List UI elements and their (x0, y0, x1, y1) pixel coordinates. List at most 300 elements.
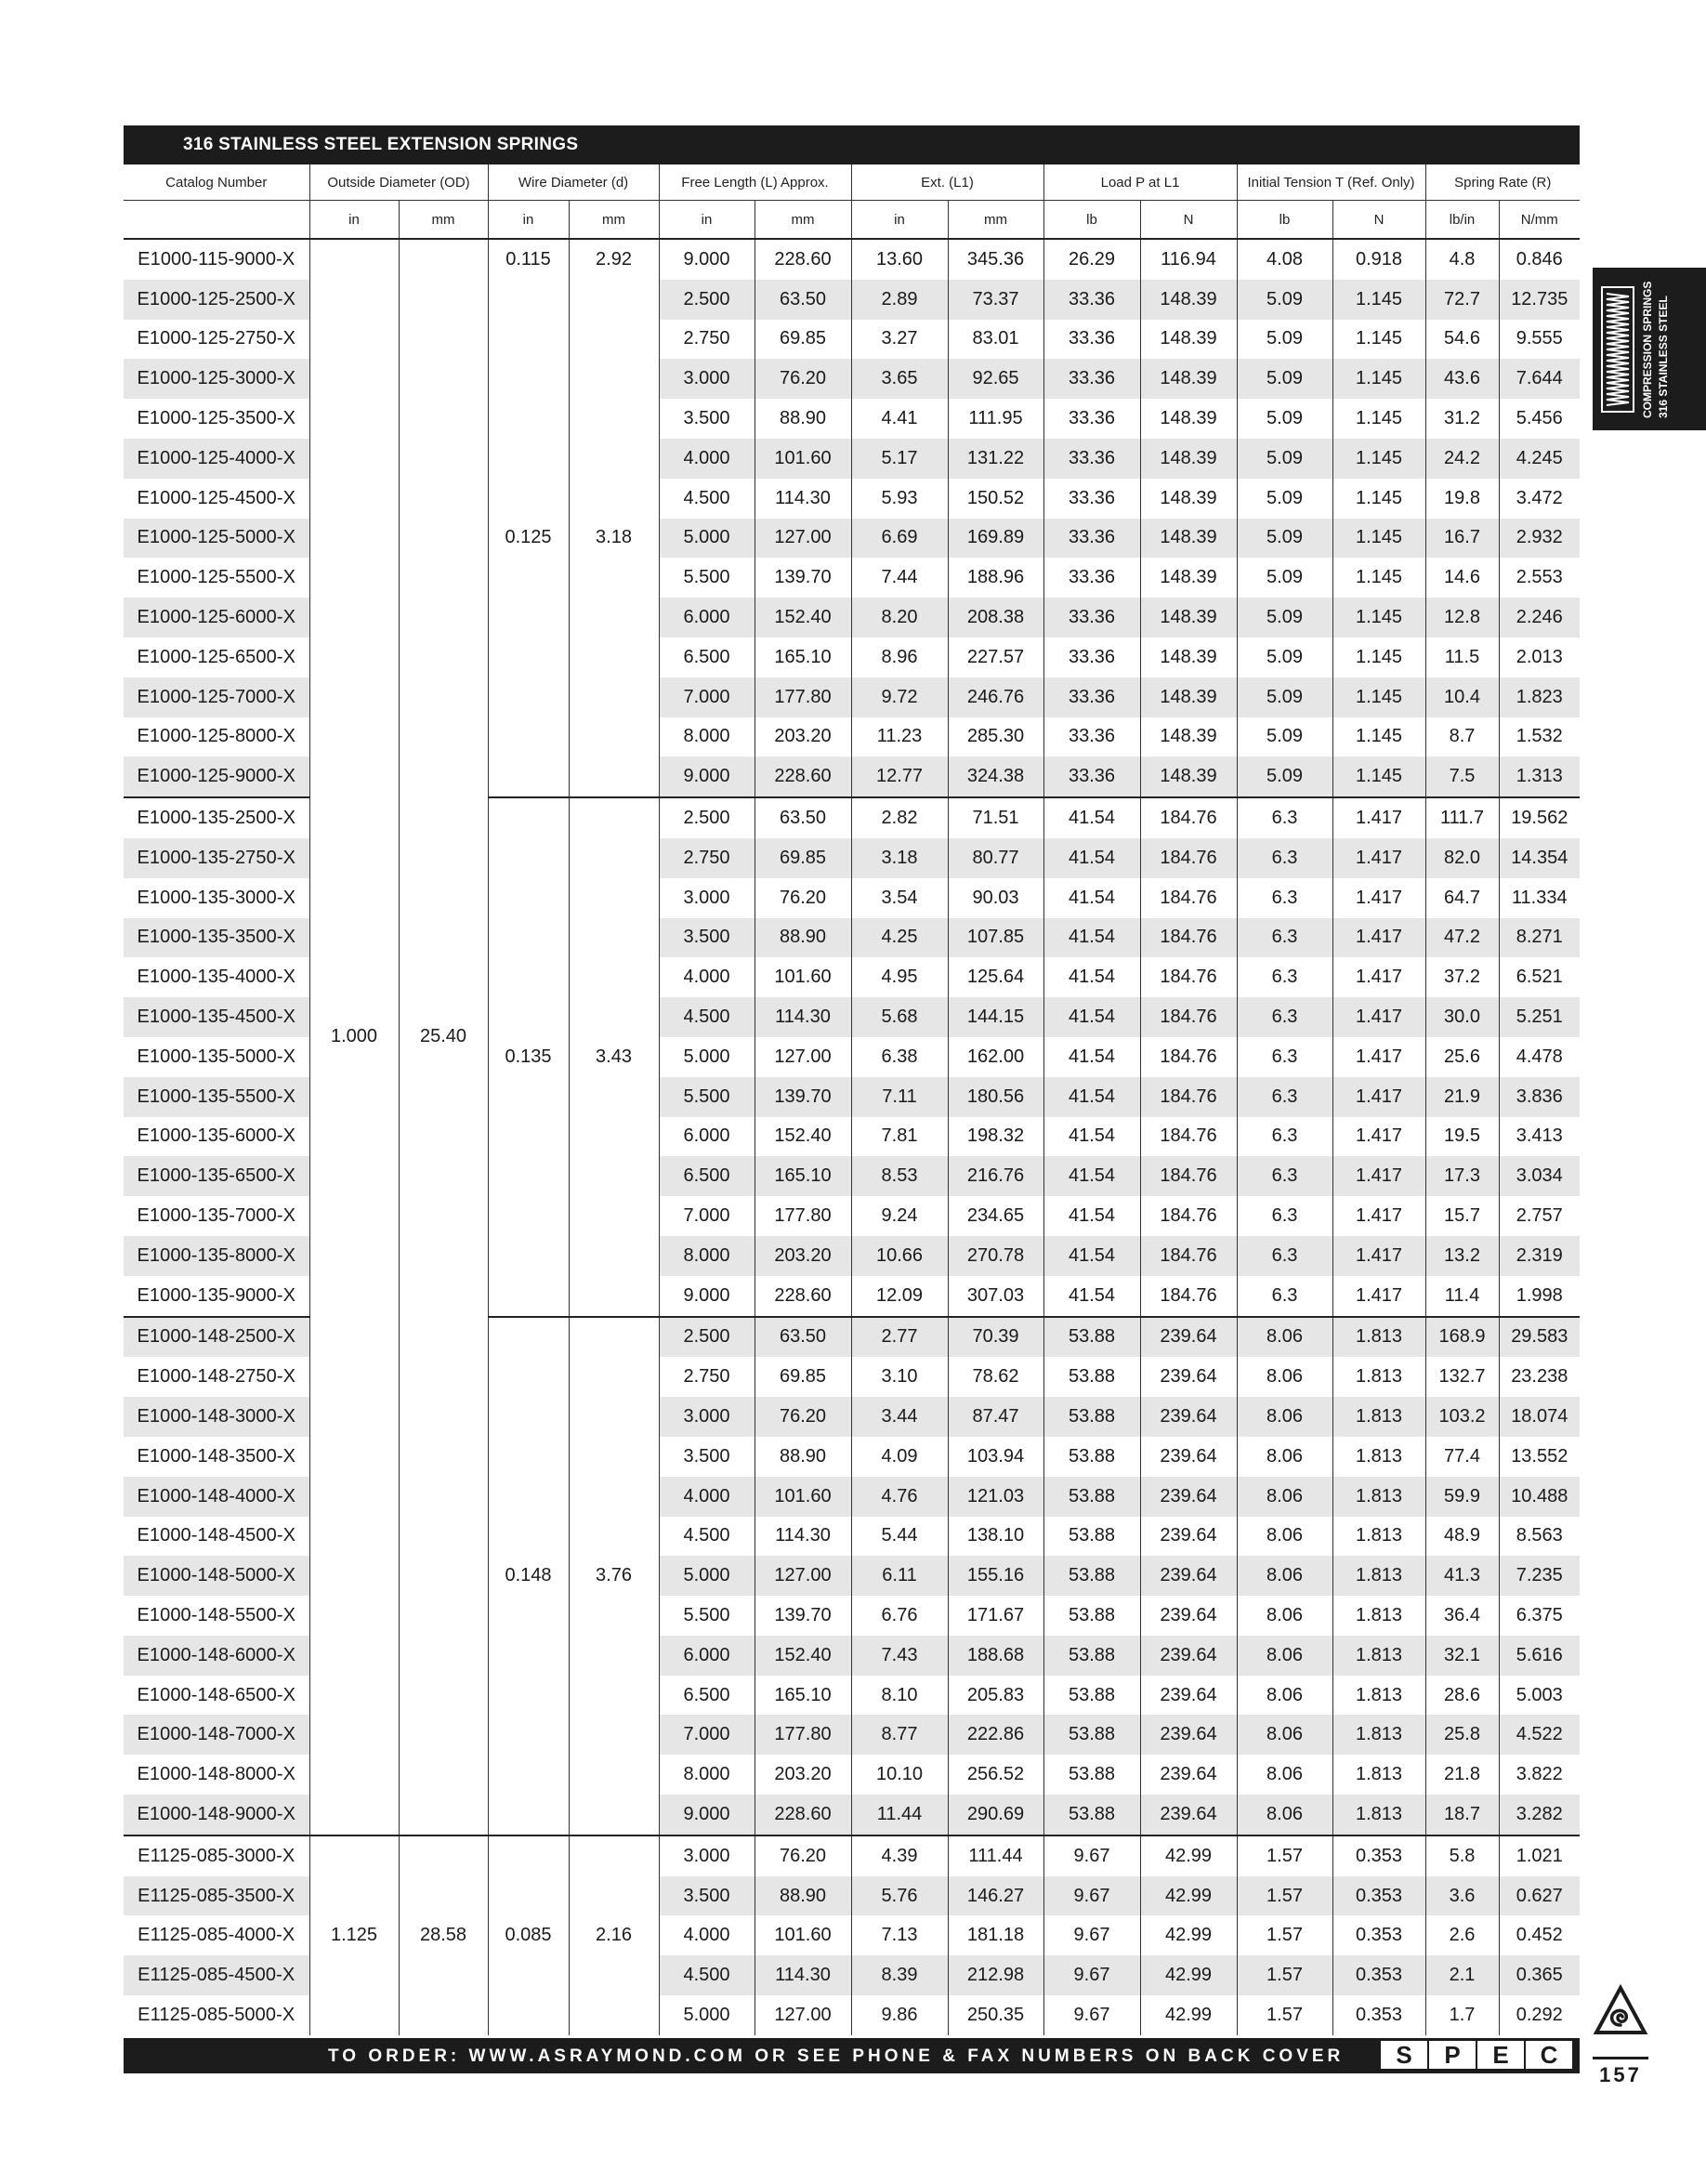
len-in-cell: 6.000 (659, 598, 755, 638)
ext-in-cell: 3.10 (851, 1357, 948, 1397)
load-n-cell: 148.39 (1140, 280, 1237, 320)
ext-in-cell: 11.23 (851, 717, 948, 757)
len-mm-cell: 76.20 (755, 359, 851, 399)
len-in-cell: 4.000 (659, 1477, 755, 1517)
load-n-cell: 239.64 (1140, 1477, 1237, 1517)
tension-n-cell: 1.813 (1332, 1357, 1425, 1397)
len-mm-cell: 76.20 (755, 1835, 851, 1876)
ext-mm-cell: 246.76 (948, 678, 1043, 717)
len-mm-cell: 203.20 (755, 1236, 851, 1276)
load-n-cell: 148.39 (1140, 598, 1237, 638)
rate-lbin-cell: 11.4 (1425, 1276, 1499, 1317)
rate-lbin-cell: 54.6 (1425, 320, 1499, 360)
len-in-cell: 4.000 (659, 439, 755, 479)
len-in-cell: 5.000 (659, 1037, 755, 1077)
catalog-number-cell: E1000-135-2750-X (124, 838, 309, 878)
rate-nmm-cell: 2.319 (1499, 1236, 1580, 1276)
len-mm-cell: 152.40 (755, 1117, 851, 1157)
len-in-cell: 2.750 (659, 838, 755, 878)
page-number: 157 (1593, 2057, 1648, 2087)
catalog-number-cell: E1000-148-3500-X (124, 1437, 309, 1477)
catalog-number-cell: E1000-135-5000-X (124, 1037, 309, 1077)
load-lb-cell: 9.67 (1043, 1876, 1140, 1916)
rate-lbin-cell: 13.2 (1425, 1236, 1499, 1276)
load-lb-cell: 41.54 (1043, 838, 1140, 878)
len-in-cell: 5.500 (659, 1596, 755, 1636)
len-in-cell: 3.500 (659, 918, 755, 958)
rate-nmm-cell: 14.354 (1499, 838, 1580, 878)
rate-lbin-cell: 48.9 (1425, 1517, 1499, 1557)
spring-spec-table (124, 164, 1580, 2035)
tension-lb-cell: 1.57 (1237, 1995, 1332, 2035)
tension-lb-cell: 8.06 (1237, 1795, 1332, 1835)
load-n-cell: 42.99 (1140, 1955, 1237, 1995)
catalog-number-cell: E1000-135-7000-X (124, 1196, 309, 1236)
ext-mm-cell: 111.95 (948, 399, 1043, 439)
tension-lb-cell: 5.09 (1237, 320, 1332, 360)
unit-ext-in: in (851, 201, 948, 240)
ext-mm-cell: 256.52 (948, 1755, 1043, 1795)
tension-n-cell: 1.417 (1332, 1117, 1425, 1157)
ext-mm-cell: 169.89 (948, 519, 1043, 559)
load-lb-cell: 33.36 (1043, 598, 1140, 638)
ext-mm-cell: 111.44 (948, 1835, 1043, 1876)
catalog-number-cell: E1000-148-4500-X (124, 1517, 309, 1557)
catalog-number-cell: E1000-148-8000-X (124, 1755, 309, 1795)
tension-n-cell: 0.353 (1332, 1995, 1425, 2035)
load-lb-cell: 41.54 (1043, 1236, 1140, 1276)
load-lb-cell: 41.54 (1043, 957, 1140, 997)
tension-lb-cell: 5.09 (1237, 678, 1332, 717)
ext-mm-cell: 71.51 (948, 797, 1043, 838)
ext-in-cell: 4.41 (851, 399, 948, 439)
ext-in-cell: 4.25 (851, 918, 948, 958)
ext-in-cell: 3.65 (851, 359, 948, 399)
len-in-cell: 3.000 (659, 878, 755, 918)
len-in-cell: 3.500 (659, 399, 755, 439)
len-mm-cell: 228.60 (755, 757, 851, 797)
catalog-number-cell: E1000-135-4500-X (124, 997, 309, 1037)
wire-in-cell: 0.148 (488, 1317, 569, 1835)
tension-n-cell: 1.813 (1332, 1556, 1425, 1596)
rate-lbin-cell: 1.7 (1425, 1995, 1499, 2035)
load-lb-cell: 33.36 (1043, 479, 1140, 519)
tension-lb-cell: 8.06 (1237, 1397, 1332, 1437)
tension-lb-cell: 8.06 (1237, 1477, 1332, 1517)
tension-lb-cell: 5.09 (1237, 717, 1332, 757)
ext-in-cell: 5.93 (851, 479, 948, 519)
catalog-number-cell: E1000-135-2500-X (124, 797, 309, 838)
load-lb-cell: 33.36 (1043, 757, 1140, 797)
ext-mm-cell: 180.56 (948, 1077, 1043, 1117)
len-in-cell: 5.000 (659, 1556, 755, 1596)
tension-n-cell: 1.417 (1332, 1196, 1425, 1236)
ext-in-cell: 8.10 (851, 1676, 948, 1716)
tension-lb-cell: 6.3 (1237, 957, 1332, 997)
tension-n-cell: 1.417 (1332, 1037, 1425, 1077)
catalog-number-cell: E1000-125-3500-X (124, 399, 309, 439)
load-lb-cell: 41.54 (1043, 1276, 1140, 1317)
unit-length-mm: mm (755, 201, 851, 240)
rate-nmm-cell: 2.932 (1499, 519, 1580, 559)
load-lb-cell: 41.54 (1043, 1037, 1140, 1077)
catalog-number-cell: E1000-135-3000-X (124, 878, 309, 918)
load-n-cell: 239.64 (1140, 1795, 1237, 1835)
rate-lbin-cell: 25.6 (1425, 1037, 1499, 1077)
tension-n-cell: 0.918 (1332, 239, 1425, 280)
rate-nmm-cell: 0.292 (1499, 1995, 1580, 2035)
len-mm-cell: 177.80 (755, 1715, 851, 1755)
unit-wire-mm: mm (569, 201, 659, 240)
ext-mm-cell: 234.65 (948, 1196, 1043, 1236)
tension-lb-cell: 6.3 (1237, 878, 1332, 918)
rate-lbin-cell: 103.2 (1425, 1397, 1499, 1437)
len-in-cell: 7.000 (659, 678, 755, 717)
catalog-number-cell: E1000-148-3000-X (124, 1397, 309, 1437)
rate-nmm-cell: 1.823 (1499, 678, 1580, 717)
len-mm-cell: 69.85 (755, 838, 851, 878)
ext-in-cell: 5.17 (851, 439, 948, 479)
tension-lb-cell: 8.06 (1237, 1715, 1332, 1755)
tension-n-cell: 1.145 (1332, 558, 1425, 598)
ext-in-cell: 7.81 (851, 1117, 948, 1157)
rate-lbin-cell: 4.8 (1425, 239, 1499, 280)
ext-mm-cell: 250.35 (948, 1995, 1043, 2035)
tension-n-cell: 0.353 (1332, 1955, 1425, 1995)
ext-in-cell: 4.95 (851, 957, 948, 997)
rate-nmm-cell: 0.846 (1499, 239, 1580, 280)
ext-in-cell: 3.18 (851, 838, 948, 878)
ext-in-cell: 7.43 (851, 1636, 948, 1676)
len-mm-cell: 88.90 (755, 399, 851, 439)
len-mm-cell: 63.50 (755, 280, 851, 320)
len-mm-cell: 114.30 (755, 1955, 851, 1995)
rate-nmm-cell: 8.563 (1499, 1517, 1580, 1557)
tension-lb-cell: 8.06 (1237, 1556, 1332, 1596)
len-in-cell: 7.000 (659, 1196, 755, 1236)
ext-in-cell: 8.39 (851, 1955, 948, 1995)
rate-nmm-cell: 0.452 (1499, 1915, 1580, 1955)
catalog-number-cell: E1000-115-9000-X (124, 239, 309, 280)
ext-in-cell: 4.09 (851, 1437, 948, 1477)
ext-in-cell: 2.89 (851, 280, 948, 320)
ext-mm-cell: 216.76 (948, 1156, 1043, 1196)
load-lb-cell: 26.29 (1043, 239, 1140, 280)
rate-nmm-cell: 18.074 (1499, 1397, 1580, 1437)
rate-lbin-cell: 16.7 (1425, 519, 1499, 559)
unit-length-in: in (659, 201, 755, 240)
len-mm-cell: 165.10 (755, 1156, 851, 1196)
ext-in-cell: 12.77 (851, 757, 948, 797)
rate-lbin-cell: 19.8 (1425, 479, 1499, 519)
ext-mm-cell: 146.27 (948, 1876, 1043, 1916)
len-in-cell: 3.000 (659, 1397, 755, 1437)
len-mm-cell: 127.00 (755, 1037, 851, 1077)
len-mm-cell: 177.80 (755, 678, 851, 717)
unit-rate-lbin: lb/in (1425, 201, 1499, 240)
len-in-cell: 4.500 (659, 479, 755, 519)
len-in-cell: 9.000 (659, 239, 755, 280)
rate-lbin-cell: 21.8 (1425, 1755, 1499, 1795)
catalog-number-cell: E1000-125-5000-X (124, 519, 309, 559)
ext-in-cell: 11.44 (851, 1795, 948, 1835)
rate-nmm-cell: 4.245 (1499, 439, 1580, 479)
len-in-cell: 8.000 (659, 1755, 755, 1795)
len-mm-cell: 203.20 (755, 1755, 851, 1795)
len-mm-cell: 101.60 (755, 1477, 851, 1517)
tension-n-cell: 1.145 (1332, 717, 1425, 757)
table-row (124, 1835, 1580, 1876)
load-n-cell: 184.76 (1140, 1077, 1237, 1117)
len-in-cell: 2.750 (659, 1357, 755, 1397)
tension-lb-cell: 5.09 (1237, 479, 1332, 519)
len-in-cell: 4.500 (659, 1517, 755, 1557)
load-n-cell: 239.64 (1140, 1397, 1237, 1437)
rate-nmm-cell: 29.583 (1499, 1317, 1580, 1358)
catalog-number-cell: E1125-085-4000-X (124, 1915, 309, 1955)
catalog-number-cell: E1000-135-9000-X (124, 1276, 309, 1317)
catalog-number-cell: E1000-135-4000-X (124, 957, 309, 997)
load-lb-cell: 41.54 (1043, 1156, 1140, 1196)
rate-lbin-cell: 28.6 (1425, 1676, 1499, 1716)
rate-nmm-cell: 3.822 (1499, 1755, 1580, 1795)
rate-nmm-cell: 2.013 (1499, 638, 1580, 678)
len-mm-cell: 165.10 (755, 638, 851, 678)
rate-lbin-cell: 12.8 (1425, 598, 1499, 638)
tension-lb-cell: 4.08 (1237, 239, 1332, 280)
ext-mm-cell: 107.85 (948, 918, 1043, 958)
load-lb-cell: 33.36 (1043, 717, 1140, 757)
wire-in-cell: 0.085 (488, 1835, 569, 2035)
ext-in-cell: 6.76 (851, 1596, 948, 1636)
ext-in-cell: 5.76 (851, 1876, 948, 1916)
od-mm-cell: 28.58 (399, 1835, 488, 2035)
rate-lbin-cell: 77.4 (1425, 1437, 1499, 1477)
rate-lbin-cell: 41.3 (1425, 1556, 1499, 1596)
ext-mm-cell: 205.83 (948, 1676, 1043, 1716)
tension-lb-cell: 6.3 (1237, 1077, 1332, 1117)
tension-lb-cell: 8.06 (1237, 1755, 1332, 1795)
rate-lbin-cell: 3.6 (1425, 1876, 1499, 1916)
col-wire-diameter: Wire Diameter (d) (488, 164, 659, 201)
catalog-number-cell: E1000-148-5500-X (124, 1596, 309, 1636)
tension-n-cell: 1.417 (1332, 918, 1425, 958)
rate-nmm-cell: 7.644 (1499, 359, 1580, 399)
len-in-cell: 5.000 (659, 1995, 755, 2035)
catalog-number-cell: E1000-125-9000-X (124, 757, 309, 797)
len-mm-cell: 88.90 (755, 1437, 851, 1477)
load-n-cell: 184.76 (1140, 918, 1237, 958)
tension-lb-cell: 5.09 (1237, 598, 1332, 638)
load-lb-cell: 53.88 (1043, 1477, 1140, 1517)
len-in-cell: 4.000 (659, 1915, 755, 1955)
rate-lbin-cell: 168.9 (1425, 1317, 1499, 1358)
unit-tension-lb: lb (1237, 201, 1332, 240)
len-mm-cell: 139.70 (755, 1596, 851, 1636)
load-n-cell: 148.39 (1140, 558, 1237, 598)
len-in-cell: 8.000 (659, 1236, 755, 1276)
load-lb-cell: 41.54 (1043, 1117, 1140, 1157)
tension-n-cell: 1.145 (1332, 598, 1425, 638)
catalog-number-cell: E1000-135-5500-X (124, 1077, 309, 1117)
load-lb-cell: 41.54 (1043, 918, 1140, 958)
tension-lb-cell: 8.06 (1237, 1636, 1332, 1676)
table-title: 316 STAINLESS STEEL EXTENSION SPRINGS (183, 135, 579, 154)
side-tab-line-2: 316 STAINLESS STEEL (1657, 296, 1670, 418)
rate-nmm-cell: 5.616 (1499, 1636, 1580, 1676)
rate-nmm-cell: 5.251 (1499, 997, 1580, 1037)
len-in-cell: 2.500 (659, 1317, 755, 1358)
rate-lbin-cell: 10.4 (1425, 678, 1499, 717)
len-in-cell: 8.000 (659, 717, 755, 757)
wire-mm-cell: 3.43 (569, 797, 659, 1316)
rate-nmm-cell: 11.334 (1499, 878, 1580, 918)
load-n-cell: 42.99 (1140, 1995, 1237, 2035)
len-in-cell: 9.000 (659, 1795, 755, 1835)
len-mm-cell: 127.00 (755, 1556, 851, 1596)
tension-lb-cell: 6.3 (1237, 1117, 1332, 1157)
rate-nmm-cell: 3.836 (1499, 1077, 1580, 1117)
len-in-cell: 2.750 (659, 320, 755, 360)
tension-lb-cell: 8.06 (1237, 1517, 1332, 1557)
catalog-number-cell: E1000-125-6500-X (124, 638, 309, 678)
load-lb-cell: 33.36 (1043, 638, 1140, 678)
spec-logo (1381, 2041, 1572, 2069)
load-lb-cell: 9.67 (1043, 1955, 1140, 1995)
load-n-cell: 184.76 (1140, 957, 1237, 997)
len-mm-cell: 152.40 (755, 598, 851, 638)
rate-lbin-cell: 25.8 (1425, 1715, 1499, 1755)
order-info: TO ORDER: WWW.ASRAYMOND.COM OR SEE PHONE & FAX NUMBERS ON BACK COVER (328, 2046, 1345, 2066)
len-mm-cell: 76.20 (755, 1397, 851, 1437)
side-tab-label (1640, 279, 1672, 418)
len-mm-cell: 101.60 (755, 1915, 851, 1955)
len-mm-cell: 127.00 (755, 519, 851, 559)
len-in-cell: 2.500 (659, 280, 755, 320)
rate-nmm-cell: 13.552 (1499, 1437, 1580, 1477)
rate-lbin-cell: 37.2 (1425, 957, 1499, 997)
tension-lb-cell: 5.09 (1237, 359, 1332, 399)
load-lb-cell: 33.36 (1043, 359, 1140, 399)
load-n-cell: 148.39 (1140, 479, 1237, 519)
rate-nmm-cell: 6.521 (1499, 957, 1580, 997)
rate-nmm-cell: 2.246 (1499, 598, 1580, 638)
tension-n-cell: 1.417 (1332, 1236, 1425, 1276)
len-in-cell: 9.000 (659, 1276, 755, 1317)
ext-mm-cell: 78.62 (948, 1357, 1043, 1397)
rate-lbin-cell: 2.1 (1425, 1955, 1499, 1995)
load-n-cell: 148.39 (1140, 717, 1237, 757)
len-mm-cell: 101.60 (755, 957, 851, 997)
rate-lbin-cell: 19.5 (1425, 1117, 1499, 1157)
tension-lb-cell: 5.09 (1237, 519, 1332, 559)
len-in-cell: 4.000 (659, 957, 755, 997)
tension-lb-cell: 6.3 (1237, 997, 1332, 1037)
catalog-number-cell: E1000-125-8000-X (124, 717, 309, 757)
wire-mm-cell: 2.92 (569, 239, 659, 280)
ext-in-cell: 8.20 (851, 598, 948, 638)
load-n-cell: 184.76 (1140, 1156, 1237, 1196)
catalog-number-cell: E1000-135-6500-X (124, 1156, 309, 1196)
len-in-cell: 6.000 (659, 1636, 755, 1676)
rate-nmm-cell: 0.365 (1499, 1955, 1580, 1995)
load-n-cell: 42.99 (1140, 1915, 1237, 1955)
rate-nmm-cell: 2.553 (1499, 558, 1580, 598)
load-lb-cell: 9.67 (1043, 1995, 1140, 2035)
len-mm-cell: 63.50 (755, 1317, 851, 1358)
len-mm-cell: 63.50 (755, 797, 851, 838)
tension-n-cell: 1.417 (1332, 1276, 1425, 1317)
load-n-cell: 184.76 (1140, 1196, 1237, 1236)
ext-mm-cell: 138.10 (948, 1517, 1043, 1557)
len-in-cell: 9.000 (659, 757, 755, 797)
rate-lbin-cell: 82.0 (1425, 838, 1499, 878)
len-in-cell: 5.500 (659, 1077, 755, 1117)
load-n-cell: 239.64 (1140, 1517, 1237, 1557)
load-lb-cell: 33.36 (1043, 320, 1140, 360)
col-spring-rate: Spring Rate (R) (1425, 164, 1580, 201)
tension-n-cell: 1.813 (1332, 1755, 1425, 1795)
rate-lbin-cell: 2.6 (1425, 1915, 1499, 1955)
load-n-cell: 184.76 (1140, 1236, 1237, 1276)
tension-lb-cell: 5.09 (1237, 757, 1332, 797)
load-lb-cell: 9.67 (1043, 1915, 1140, 1955)
catalog-number-cell: E1000-125-5500-X (124, 558, 309, 598)
ext-mm-cell: 70.39 (948, 1317, 1043, 1358)
load-lb-cell: 53.88 (1043, 1397, 1140, 1437)
rate-nmm-cell: 3.472 (1499, 479, 1580, 519)
rate-nmm-cell: 1.998 (1499, 1276, 1580, 1317)
load-n-cell: 239.64 (1140, 1676, 1237, 1716)
load-lb-cell: 53.88 (1043, 1755, 1140, 1795)
unit-tension-n: N (1332, 201, 1425, 240)
rate-lbin-cell: 47.2 (1425, 918, 1499, 958)
load-n-cell: 42.99 (1140, 1876, 1237, 1916)
len-mm-cell: 228.60 (755, 239, 851, 280)
ext-mm-cell: 87.47 (948, 1397, 1043, 1437)
ext-in-cell: 3.54 (851, 878, 948, 918)
catalog-number-cell: E1000-148-7000-X (124, 1715, 309, 1755)
len-mm-cell: 203.20 (755, 717, 851, 757)
section-side-tab[interactable] (1593, 268, 1706, 430)
len-mm-cell: 76.20 (755, 878, 851, 918)
load-n-cell: 239.64 (1140, 1596, 1237, 1636)
tension-n-cell: 1.417 (1332, 878, 1425, 918)
tension-lb-cell: 8.06 (1237, 1357, 1332, 1397)
unit-od-mm: mm (399, 201, 488, 240)
load-lb-cell: 53.88 (1043, 1636, 1140, 1676)
load-n-cell: 184.76 (1140, 878, 1237, 918)
wire-mm-cell: 3.18 (569, 280, 659, 797)
load-n-cell: 239.64 (1140, 1437, 1237, 1477)
rate-lbin-cell: 14.6 (1425, 558, 1499, 598)
tension-n-cell: 1.145 (1332, 519, 1425, 559)
load-lb-cell: 53.88 (1043, 1357, 1140, 1397)
unit-load-n: N (1140, 201, 1237, 240)
unit-load-lb: lb (1043, 201, 1140, 240)
rate-lbin-cell: 72.7 (1425, 280, 1499, 320)
catalog-number-cell: E1000-135-6000-X (124, 1117, 309, 1157)
load-lb-cell: 53.88 (1043, 1596, 1140, 1636)
tension-n-cell: 1.813 (1332, 1795, 1425, 1835)
load-n-cell: 239.64 (1140, 1715, 1237, 1755)
ext-in-cell: 3.44 (851, 1397, 948, 1437)
catalog-number-cell: E1125-085-3500-X (124, 1876, 309, 1916)
load-lb-cell: 53.88 (1043, 1317, 1140, 1358)
tension-n-cell: 1.145 (1332, 280, 1425, 320)
tension-lb-cell: 6.3 (1237, 1196, 1332, 1236)
tension-lb-cell: 1.57 (1237, 1876, 1332, 1916)
